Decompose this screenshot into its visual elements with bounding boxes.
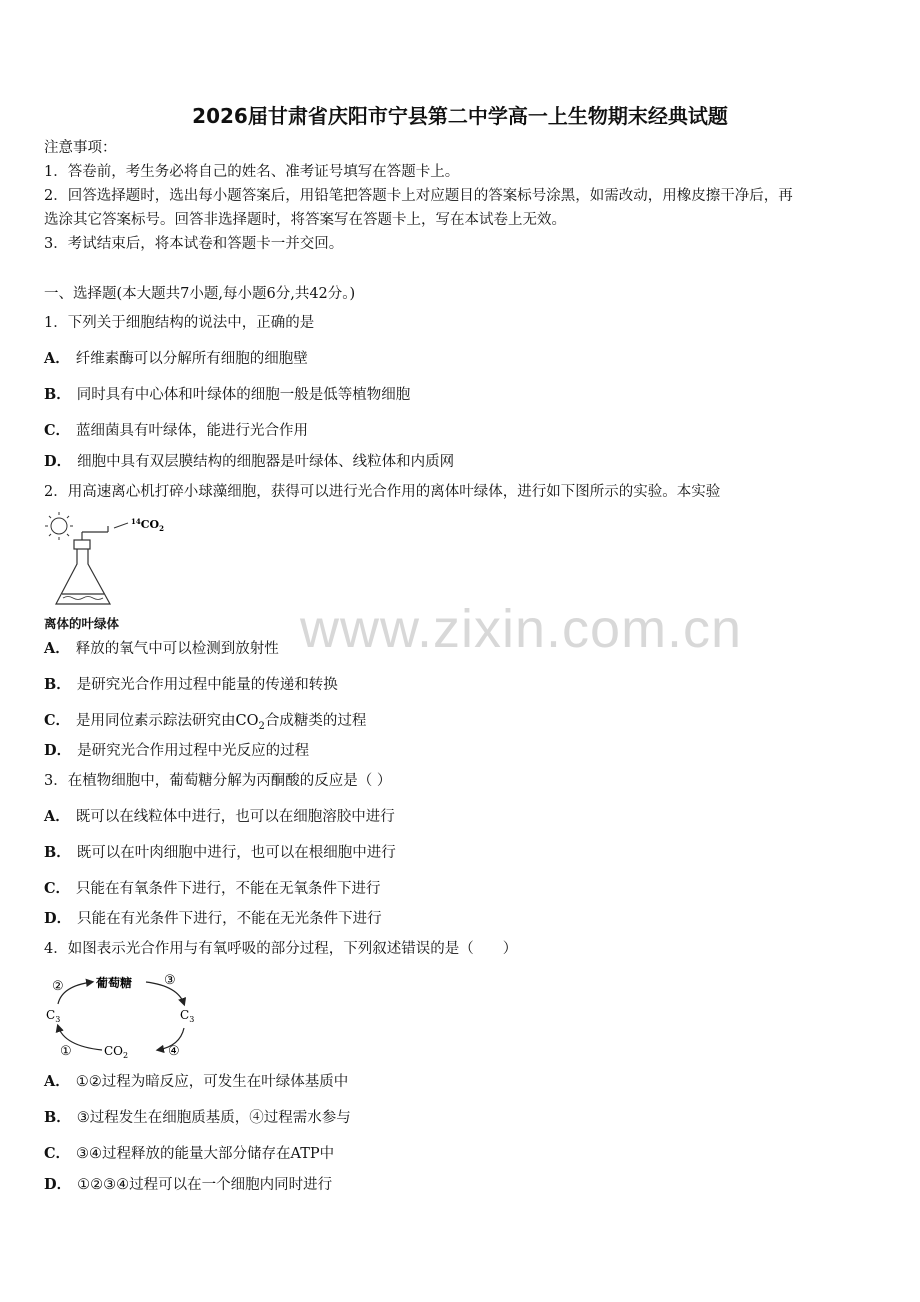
- question-stem: 3．在植物细胞中，葡萄糖分解为丙酮酸的反应是（ ）: [44, 773, 392, 789]
- c3-right-label: $C_3$: [180, 1008, 195, 1024]
- option-text: 既可以在叶肉细胞中进行，也可以在根细胞中进行: [76, 845, 396, 861]
- question-stem: 4．如图表示光合作用与有氧呼吸的部分过程，下列叙述错误的是（ ）: [44, 941, 518, 957]
- option-text: 释放的氧气中可以检测到放射性: [75, 641, 279, 657]
- step-1-label: ①: [60, 1044, 72, 1059]
- option-text: 合成糖类的过程: [264, 713, 367, 729]
- label-pointer: [114, 523, 128, 528]
- option-c: [44, 879, 381, 899]
- notice-heading: 注意事项：: [44, 140, 117, 156]
- section-heading: 一、选择题(本大题共7小题,每小题6分,共42分。): [44, 286, 356, 302]
- option-letter: D．: [44, 910, 72, 927]
- option-text: 是研究光合作用过程中能量的传递和转换: [76, 677, 338, 693]
- figure-caption: 离体的叶绿体: [44, 616, 120, 631]
- option-a: [44, 1072, 348, 1092]
- flask-icon: [56, 526, 110, 604]
- question-stem: 1．下列关于细胞结构的说法中，正确的是: [44, 315, 315, 331]
- co2-label: $CO_2$: [104, 1044, 129, 1060]
- step-4-label: ④: [168, 1044, 180, 1059]
- notice-line: 3．考试结束后，将本试卷和答题卡一并交回。: [44, 236, 344, 252]
- watermark: www.zixin.com.cn: [300, 599, 743, 659]
- option-b: [44, 843, 396, 863]
- glucose-label: 葡萄糖: [96, 976, 133, 990]
- option-d: [44, 909, 382, 929]
- option-letter: B．: [44, 1109, 71, 1126]
- option-a: [44, 639, 279, 659]
- option-text: 同时具有中心体和叶绿体的细胞一般是低等植物细胞: [76, 387, 411, 403]
- notice-line: 1．答卷前，考生务必将自己的姓名、准考证号填写在答题卡上。: [44, 164, 460, 180]
- option-b: [44, 385, 410, 405]
- co2-label: $^{14}CO_2$: [131, 517, 164, 533]
- option-letter: B．: [44, 844, 71, 861]
- option-letter: C．: [44, 1145, 71, 1162]
- page-title: 2026届甘肃省庆阳市宁县第二中学高一上生物期末经典试题: [192, 104, 728, 128]
- option-letter: C．: [44, 712, 71, 729]
- option-letter: C．: [44, 880, 71, 897]
- option-b: [44, 1108, 351, 1128]
- option-d: [44, 1175, 332, 1195]
- c3-left-label: $C_3$: [46, 1008, 61, 1024]
- question-stem: 2．用高速离心机打碎小球藻细胞，获得可以进行光合作用的离体叶绿体，进行如下图所示的实验。本实验: [44, 484, 721, 500]
- option-letter: A．: [44, 640, 70, 657]
- option-text: ③过程发生在细胞质基质，④过程需水参与: [76, 1110, 351, 1126]
- option-a: [44, 349, 308, 369]
- option-letter: D．: [44, 453, 72, 470]
- option-c: [44, 1144, 334, 1164]
- option-letter: C．: [44, 422, 71, 439]
- option-letter: D．: [44, 742, 72, 759]
- step-3-label: ③: [164, 973, 176, 988]
- subscript: 2: [258, 720, 265, 732]
- option-c: [44, 711, 366, 737]
- notice-line: 选涂其它答案标号。回答非选择题时，将答案写在答题卡上，写在本试卷上无效。: [44, 212, 566, 228]
- option-text: 蓝细菌具有叶绿体，能进行光合作用: [76, 423, 309, 439]
- step-2-label: ②: [52, 979, 64, 994]
- option-text: 是研究光合作用过程中光反应的过程: [77, 743, 310, 759]
- option-text: ③④过程释放的能量大部分储存在ATP中: [76, 1146, 335, 1162]
- option-letter: B．: [44, 386, 71, 403]
- option-text: 既可以在线粒体中进行，也可以在细胞溶胶中进行: [75, 809, 395, 825]
- cycle-diagram: [42, 966, 212, 1064]
- option-letter: A．: [44, 808, 70, 825]
- option-text: 纤维素酶可以分解所有细胞的细胞壁: [75, 351, 308, 367]
- option-d: [44, 452, 454, 472]
- option-letter: B．: [44, 676, 71, 693]
- option-a: [44, 807, 395, 827]
- option-text: ①②过程为暗反应，可发生在叶绿体基质中: [75, 1074, 349, 1090]
- option-letter: A．: [44, 350, 70, 367]
- cycle-arrows: [58, 982, 184, 1050]
- option-text: 是用同位素示踪法研究由CO: [76, 713, 259, 729]
- sun-icon: [45, 512, 73, 540]
- option-b: [44, 675, 338, 695]
- option-text: ①②③④过程可以在一个细胞内同时进行: [77, 1177, 333, 1193]
- option-letter: A．: [44, 1073, 70, 1090]
- notice-line: 2．回答选择题时，选出每小题答案后，用铅笔把答题卡上对应题目的答案标号涂黑，如需改动，用橡皮擦干净后，再: [44, 188, 793, 204]
- option-text: 只能在有光条件下进行，不能在无光条件下进行: [77, 911, 382, 927]
- option-d: [44, 741, 309, 761]
- flask-experiment-figure: [38, 508, 178, 614]
- option-text: 只能在有氧条件下进行，不能在无氧条件下进行: [76, 881, 381, 897]
- option-c: [44, 421, 308, 441]
- option-text: 细胞中具有双层膜结构的细胞器是叶绿体、线粒体和内质网: [77, 454, 455, 470]
- option-letter: D．: [44, 1176, 72, 1193]
